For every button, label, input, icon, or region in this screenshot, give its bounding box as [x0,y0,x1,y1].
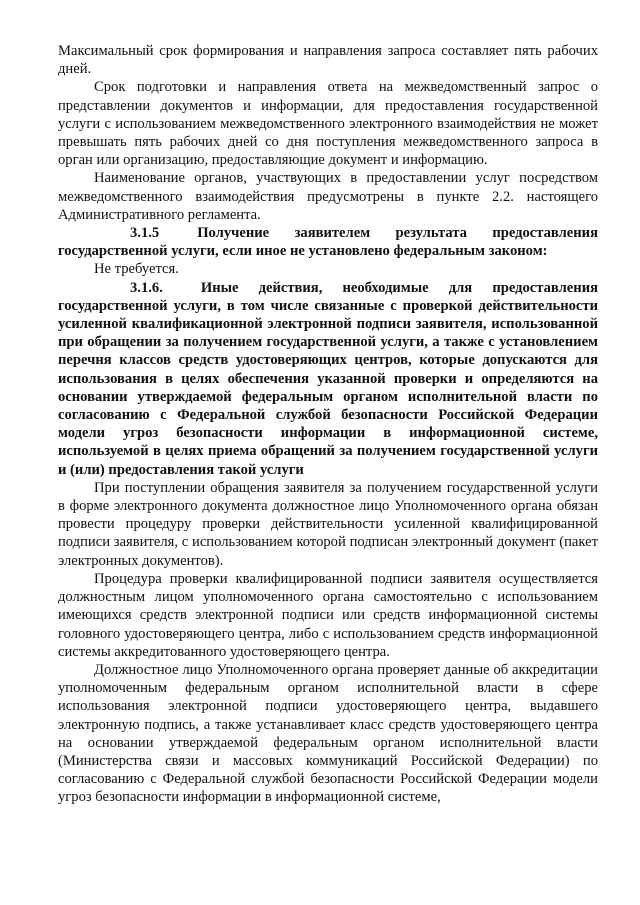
section-3-1-6-title: Иные действия, необходимые для предоставления государственной услуги, в том числе связанные с проверкой действительности усиленной квалификационной электронной подписи заявителя, использованной при обращении за получением государственной услуги, а также с установлением перечня классов средств удостоверяющих центров, которые допускаются для использования в целях обеспечения указанной проверки и определяются на основании утверждаемой федеральным органом исполнительной власти по согласованию с Федеральной службой безопасности Российской Федерации модели угроз безопасности информации в информационной системе, используемой в целях приема обращений за получением государственной услуги и (или) предоставления такой услуги [58,279,598,478]
section-3-1-6-number: 3.1.6. [130,279,163,296]
paragraph-check-procedure: Процедура проверки квалифицированной подписи заявителя осуществляется должностным лицом уполномоченного органа самостоятельно с использованием имеющихся средств электронной подписи или средств информационной системы головного удостоверяющего центра, либо с использованием средств информационной системы аккредитованного удостоверяющего центра. [58,570,598,660]
section-3-1-5-body: Не требуется. [94,261,179,278]
paragraph-response-deadline: Срок подготовки и направления ответа на межведомственный запрос о представлении документов и информации, для предоставления государственной услуги с использованием межведомственного электронного взаимодействия не может превышать пять рабочих дней со дня поступления межведомственного запроса в орган или организацию, предоставляющие документ и информацию. [58,79,598,169]
section-3-1-6-heading [58,279,598,479]
paragraph-request-deadline: Максимальный срок формирования и направления запроса составляет пять рабочих дней. [58,43,598,78]
paragraph-signature-check: При поступлении обращения заявителя за получением государственной услуги в форме электронного документа должностное лицо Уполномоченного органа обязан провести процедуру проверки действительности усиленной квалифицированной подписи заявителя, с использованием которой подписан электронный документ (пакет электронных документов). [58,479,598,569]
document-page [58,42,598,807]
paragraph-official-verifies: Должностное лицо Уполномоченного органа проверяет данные об аккредитации уполномоченным федеральным органом исполнительной власти в сфере использования электронной подписи удостоверяющего центра, выдавшего электронную подпись, а также устанавливает класс средств удостоверяющего центра на основании утверждаемой федеральным органом исполнительной власти (Министерства связи и массовых коммуникаций Российской Федерации) по согласованию с Федеральной службой безопасности Российской Федерации модели угроз безопасности информации в информационной системе, [58,661,598,806]
section-3-1-5-title: Получение заявителем результата предоставления государственной услуги, если иное не установлено федеральным законом: [58,225,598,260]
section-3-1-5-number: 3.1.5 [130,225,160,242]
paragraph-participating-bodies: Наименование органов, участвующих в предоставлении услуг посредством межведомственного взаимодействия предусмотрены в пункте 2.2. настоящего Административного регламента. [58,170,598,223]
section-3-1-5-heading [58,224,598,260]
